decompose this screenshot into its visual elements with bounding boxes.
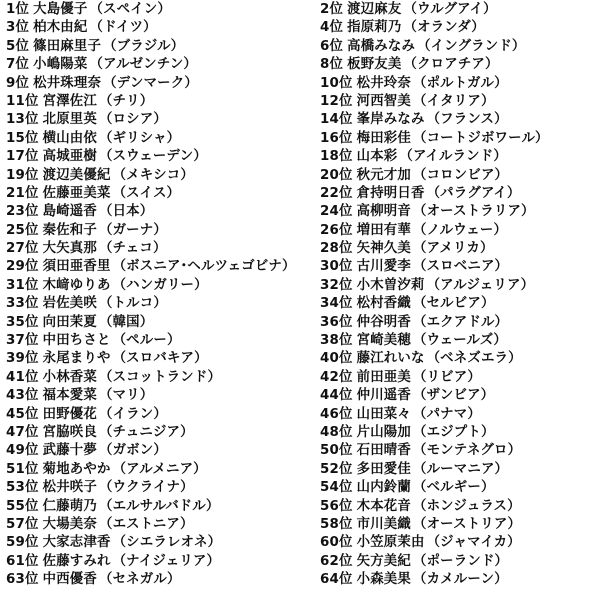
rank-label: 46位	[320, 406, 353, 422]
country-label: （セルビア）	[413, 296, 495, 312]
member-name: 宮崎美穂	[356, 333, 411, 349]
rank-label: 7位	[6, 57, 30, 73]
country-label: （ポルトガル）	[413, 75, 508, 91]
ranking-entry	[316, 516, 600, 534]
rank-label: 58位	[320, 516, 353, 532]
ranking-entry	[316, 185, 600, 203]
ranking-entry	[6, 1, 316, 19]
member-name: 武藤十夢	[42, 443, 97, 459]
country-label: （パラグアイ）	[426, 185, 521, 201]
member-name: 永尾まりや	[42, 351, 111, 367]
ranking-entry	[316, 498, 600, 516]
member-name: 松井珠理奈	[33, 75, 102, 91]
rank-label: 37位	[6, 333, 39, 349]
rank-label: 21位	[6, 185, 39, 201]
country-label: （ナイジェリア）	[112, 553, 221, 569]
ranking-entry	[316, 56, 600, 74]
ranking-entry	[316, 350, 600, 368]
ranking-entry	[316, 295, 600, 313]
member-name: 大矢真那	[42, 241, 97, 257]
country-label: （スロバキア）	[112, 351, 208, 367]
member-name: 梅田彩佳	[356, 130, 411, 146]
member-name: 渡辺麻友	[347, 2, 402, 17]
rank-label: 6位	[320, 38, 344, 54]
member-name: 石田晴香	[356, 443, 411, 459]
member-name: 増田有華	[356, 222, 411, 238]
member-name: 高橋みなみ	[347, 38, 416, 54]
country-label: （アルジェリア）	[426, 277, 535, 293]
country-label: （ガボン）	[99, 443, 167, 459]
country-label: （オーストリア）	[413, 516, 522, 532]
rank-label: 34位	[320, 296, 353, 312]
member-name: 宮脇咲良	[42, 424, 97, 440]
rank-label: 19位	[6, 167, 39, 183]
ranking-entry	[316, 148, 600, 166]
rank-label: 33位	[6, 296, 39, 312]
member-name: 高城亜樹	[42, 149, 97, 165]
country-label: （スウェーデン）	[99, 149, 207, 165]
member-name: 仲谷明香	[356, 314, 411, 330]
rank-label: 3位	[6, 20, 30, 36]
ranking-entry	[6, 424, 316, 442]
rank-label: 48位	[320, 424, 353, 440]
ranking-entry	[6, 534, 316, 552]
ranking-entry	[6, 277, 316, 295]
member-name: 片山陽加	[356, 424, 411, 440]
ranking-entry	[316, 277, 600, 295]
country-label: （エクアドル）	[413, 314, 509, 330]
ranking-entry	[316, 167, 600, 185]
ranking-entry	[6, 38, 316, 56]
ranking-document	[6, 0, 600, 591]
member-name: 大家志津香	[42, 535, 111, 551]
member-name: 秦佐和子	[42, 222, 97, 238]
ranking-entry	[6, 442, 316, 460]
member-name: 向田茉夏	[42, 314, 97, 330]
member-name: 藤江れいな	[356, 351, 425, 367]
country-label: （フランス）	[426, 112, 508, 128]
country-label: （ガーナ）	[99, 222, 167, 238]
rank-label: 1位	[6, 2, 30, 17]
member-name: 小森美果	[356, 572, 411, 588]
rank-label: 57位	[6, 516, 39, 532]
member-name: 仲川遥香	[356, 388, 411, 404]
member-name: 多田愛佳	[356, 461, 411, 477]
country-label: （ペルー）	[112, 333, 181, 349]
member-name: 中田ちさと	[42, 333, 111, 349]
ranking-entry	[316, 75, 600, 93]
ranking-entry	[6, 56, 316, 74]
ranking-entry	[6, 479, 316, 497]
country-label: （チェコ）	[99, 241, 167, 257]
rank-label: 38位	[320, 333, 353, 349]
rank-label: 51位	[6, 461, 39, 477]
member-name: 指原莉乃	[347, 20, 402, 36]
country-label: （リビア）	[413, 369, 481, 385]
country-label: （セネガル）	[99, 572, 181, 588]
rank-label: 25位	[6, 222, 39, 238]
country-label: （オーストラリア）	[413, 204, 535, 220]
member-name: 木本花音	[356, 498, 411, 514]
country-label: （スコットランド）	[99, 369, 222, 385]
member-name: 岩佐美咲	[42, 296, 97, 312]
ranking-entry	[6, 369, 316, 387]
country-label: （カメルーン）	[413, 572, 508, 588]
rank-label: 29位	[6, 259, 39, 275]
rank-label: 61位	[6, 553, 39, 569]
ranking-entry	[316, 1, 600, 19]
country-label: （トルコ）	[99, 296, 167, 312]
country-label: （ハンガリー）	[112, 277, 208, 293]
country-label: （ジャマイカ）	[426, 535, 521, 551]
rank-label: 40位	[320, 351, 353, 367]
country-label: （エジプト）	[413, 424, 495, 440]
rank-label: 9位	[6, 75, 30, 91]
rank-label: 13位	[6, 112, 39, 128]
country-label: （ホンジュラス）	[413, 498, 521, 514]
ranking-entry	[316, 222, 600, 240]
member-name: 小嶋陽菜	[33, 57, 88, 73]
ranking-entry	[6, 406, 316, 424]
ranking-entry	[6, 130, 316, 148]
ranking-entry	[316, 332, 600, 350]
rank-label: 28位	[320, 241, 353, 257]
country-label: （エルサルバドル）	[99, 498, 220, 514]
rank-label: 55位	[6, 498, 39, 514]
ranking-list	[6, 1, 600, 590]
ranking-entry	[6, 203, 316, 221]
member-name: 小木曽汐莉	[356, 277, 425, 293]
rank-label: 56位	[320, 498, 353, 514]
rank-label: 49位	[6, 443, 39, 459]
country-label: （ロシア）	[99, 112, 167, 128]
country-label: （ウェールズ）	[413, 333, 507, 349]
country-label: （ドイツ）	[89, 20, 157, 36]
member-name: 秋元才加	[356, 167, 411, 183]
member-name: 小笠原茉由	[356, 535, 425, 551]
rank-label: 11位	[6, 93, 39, 109]
member-name: 大場美奈	[42, 516, 97, 532]
country-label: （チリ）	[99, 93, 154, 109]
ranking-entry	[6, 111, 316, 129]
ranking-entry	[316, 93, 600, 111]
ranking-entry	[316, 387, 600, 405]
ranking-entry	[316, 479, 600, 497]
ranking-entry	[316, 534, 600, 552]
rank-label: 16位	[320, 130, 353, 146]
ranking-entry	[316, 424, 600, 442]
rank-label: 15位	[6, 130, 39, 146]
rank-label: 42位	[320, 369, 353, 385]
country-label: （クロアチア）	[403, 57, 499, 73]
country-label: （ルーマニア）	[413, 461, 509, 477]
rank-label: 60位	[320, 535, 353, 551]
country-label: （イラン）	[99, 406, 167, 422]
ranking-entry	[6, 461, 316, 479]
country-label: （オランダ）	[403, 20, 485, 36]
rank-label: 41位	[6, 369, 39, 385]
country-label: （メキシコ）	[112, 167, 194, 183]
rank-label: 52位	[320, 461, 353, 477]
rank-label: 10位	[320, 75, 353, 91]
country-label: （チュニジア）	[99, 424, 194, 440]
country-label: （ブラジル）	[103, 38, 185, 54]
country-label: （ウルグアイ）	[403, 2, 497, 17]
country-label: （ザンビア）	[413, 388, 495, 404]
member-name: 矢方美紀	[356, 553, 411, 569]
ranking-entry	[6, 498, 316, 516]
member-name: 松井咲子	[42, 480, 97, 496]
member-name: 菊地あやか	[42, 461, 111, 477]
rank-label: 47位	[6, 424, 39, 440]
ranking-entry	[6, 553, 316, 571]
ranking-entry	[6, 167, 316, 185]
member-name: 柏木由紀	[33, 20, 88, 36]
member-name: 矢神久美	[356, 241, 411, 257]
country-label: （シエラレオネ）	[112, 535, 222, 551]
rank-label: 18位	[320, 149, 353, 165]
member-name: 古川愛李	[356, 259, 411, 275]
rank-label: 39位	[6, 351, 39, 367]
member-name: 仁藤萌乃	[42, 498, 97, 514]
ranking-entry	[6, 93, 316, 111]
ranking-entry	[316, 38, 600, 56]
country-label: （イングランド）	[417, 38, 526, 54]
rank-label: 35位	[6, 314, 39, 330]
ranking-entry	[6, 19, 316, 37]
member-name: 前田亜美	[356, 369, 411, 385]
rank-label: 27位	[6, 241, 39, 257]
country-label: （ボスニア･ヘルツェゴビナ）	[112, 259, 296, 275]
rank-label: 64位	[320, 572, 353, 588]
member-name: 松村香織	[356, 296, 411, 312]
member-name: 山田菜々	[356, 406, 411, 422]
ranking-entry	[316, 240, 600, 258]
member-name: 山内鈴蘭	[356, 480, 411, 496]
member-name: 島崎遥香	[42, 204, 97, 220]
member-name: 倉持明日香	[356, 185, 425, 201]
rank-label: 62位	[320, 553, 353, 569]
ranking-entry	[316, 461, 600, 479]
country-label: （マリ）	[99, 388, 154, 404]
ranking-entry	[6, 295, 316, 313]
member-name: 中西優香	[42, 572, 97, 588]
member-name: 板野友美	[347, 57, 402, 73]
ranking-entry	[316, 258, 600, 276]
rank-label: 26位	[320, 222, 353, 238]
country-label: （ウクライナ）	[99, 480, 194, 496]
country-label: （スイス）	[112, 185, 181, 201]
member-name: 河西智美	[356, 93, 411, 109]
country-label: （ノルウェー）	[413, 222, 508, 238]
country-label: （韓国）	[99, 314, 154, 330]
member-name: 大島優子	[33, 2, 88, 17]
rank-label: 36位	[320, 314, 353, 330]
country-label: （エストニア）	[99, 516, 194, 532]
rank-label: 30位	[320, 259, 353, 275]
member-name: 須田亜香里	[42, 259, 111, 275]
ranking-entry	[316, 314, 600, 332]
country-label: （モンテネグロ）	[413, 443, 522, 459]
country-label: （アルメニア）	[112, 461, 207, 477]
ranking-entry	[316, 130, 600, 148]
country-label: （アルゼンチン）	[89, 57, 198, 73]
member-name: 篠田麻里子	[33, 38, 102, 54]
member-name: 北原里英	[42, 112, 97, 128]
rank-label: 43位	[6, 388, 39, 404]
country-label: （デンマーク）	[103, 75, 198, 91]
rank-label: 22位	[320, 185, 353, 201]
rank-label: 45位	[6, 406, 39, 422]
rank-label: 44位	[320, 388, 353, 404]
member-name: 松井玲奈	[356, 75, 411, 91]
rank-label: 20位	[320, 167, 353, 183]
rank-label: 8位	[320, 57, 344, 73]
ranking-entry	[6, 350, 316, 368]
member-name: 田野優花	[42, 406, 97, 422]
country-label: （アイルランド）	[399, 149, 507, 165]
member-name: 渡辺美優紀	[42, 167, 111, 183]
country-label: （パナマ）	[413, 406, 481, 422]
rank-label: 5位	[6, 38, 30, 54]
rank-label: 2位	[320, 2, 344, 17]
rank-label: 24位	[320, 204, 353, 220]
ranking-entry	[316, 406, 600, 424]
member-name: 宮澤佐江	[42, 93, 97, 109]
ranking-entry	[316, 553, 600, 571]
ranking-entry	[6, 314, 316, 332]
rank-label: 53位	[6, 480, 39, 496]
rank-label: 23位	[6, 204, 39, 220]
member-name: 小林香菜	[42, 369, 97, 385]
country-label: （ベルギー）	[413, 480, 495, 496]
ranking-entry	[6, 240, 316, 258]
member-name: 山本彩	[356, 149, 398, 165]
country-label: （日本）	[99, 204, 154, 220]
rank-label: 63位	[6, 572, 39, 588]
ranking-entry	[6, 148, 316, 166]
rank-label: 12位	[320, 93, 353, 109]
country-label: （ベネズエラ）	[426, 351, 522, 367]
ranking-entry	[316, 442, 600, 460]
ranking-entry	[316, 19, 600, 37]
country-label: （スペイン）	[89, 2, 172, 17]
rank-label: 59位	[6, 535, 39, 551]
ranking-entry	[316, 369, 600, 387]
country-label: （ギリシャ）	[99, 130, 181, 146]
rank-label: 4位	[320, 20, 344, 36]
rank-label: 54位	[320, 480, 353, 496]
country-label: （イタリア）	[413, 93, 495, 109]
rank-label: 50位	[320, 443, 353, 459]
rank-label: 14位	[320, 112, 353, 128]
ranking-entry	[6, 387, 316, 405]
country-label: （コートジボワール）	[413, 130, 549, 146]
ranking-entry	[316, 203, 600, 221]
country-label: （ポーランド）	[413, 553, 509, 569]
ranking-entry	[6, 258, 316, 276]
ranking-entry	[6, 185, 316, 203]
country-label: （コロンビア）	[413, 167, 509, 183]
member-name: 峯岸みなみ	[356, 112, 425, 128]
ranking-entry	[6, 222, 316, 240]
member-name: 佐藤亜美菜	[42, 185, 111, 201]
ranking-entry	[316, 571, 600, 589]
member-name: 市川美織	[356, 516, 411, 532]
member-name: 高柳明音	[356, 204, 411, 220]
ranking-entry	[6, 332, 316, 350]
rank-label: 32位	[320, 277, 353, 293]
rank-label: 31位	[6, 277, 39, 293]
ranking-entry	[6, 75, 316, 93]
country-label: （スロベニア）	[413, 259, 509, 275]
rank-label: 17位	[6, 149, 39, 165]
member-name: 木﨑ゆりあ	[42, 277, 111, 293]
member-name: 福本愛菜	[42, 388, 97, 404]
ranking-entry	[6, 516, 316, 534]
country-label: （アメリカ）	[413, 241, 494, 257]
ranking-entry	[6, 571, 316, 589]
member-name: 横山由依	[42, 130, 97, 146]
member-name: 佐藤すみれ	[42, 553, 111, 569]
ranking-entry	[316, 111, 600, 129]
